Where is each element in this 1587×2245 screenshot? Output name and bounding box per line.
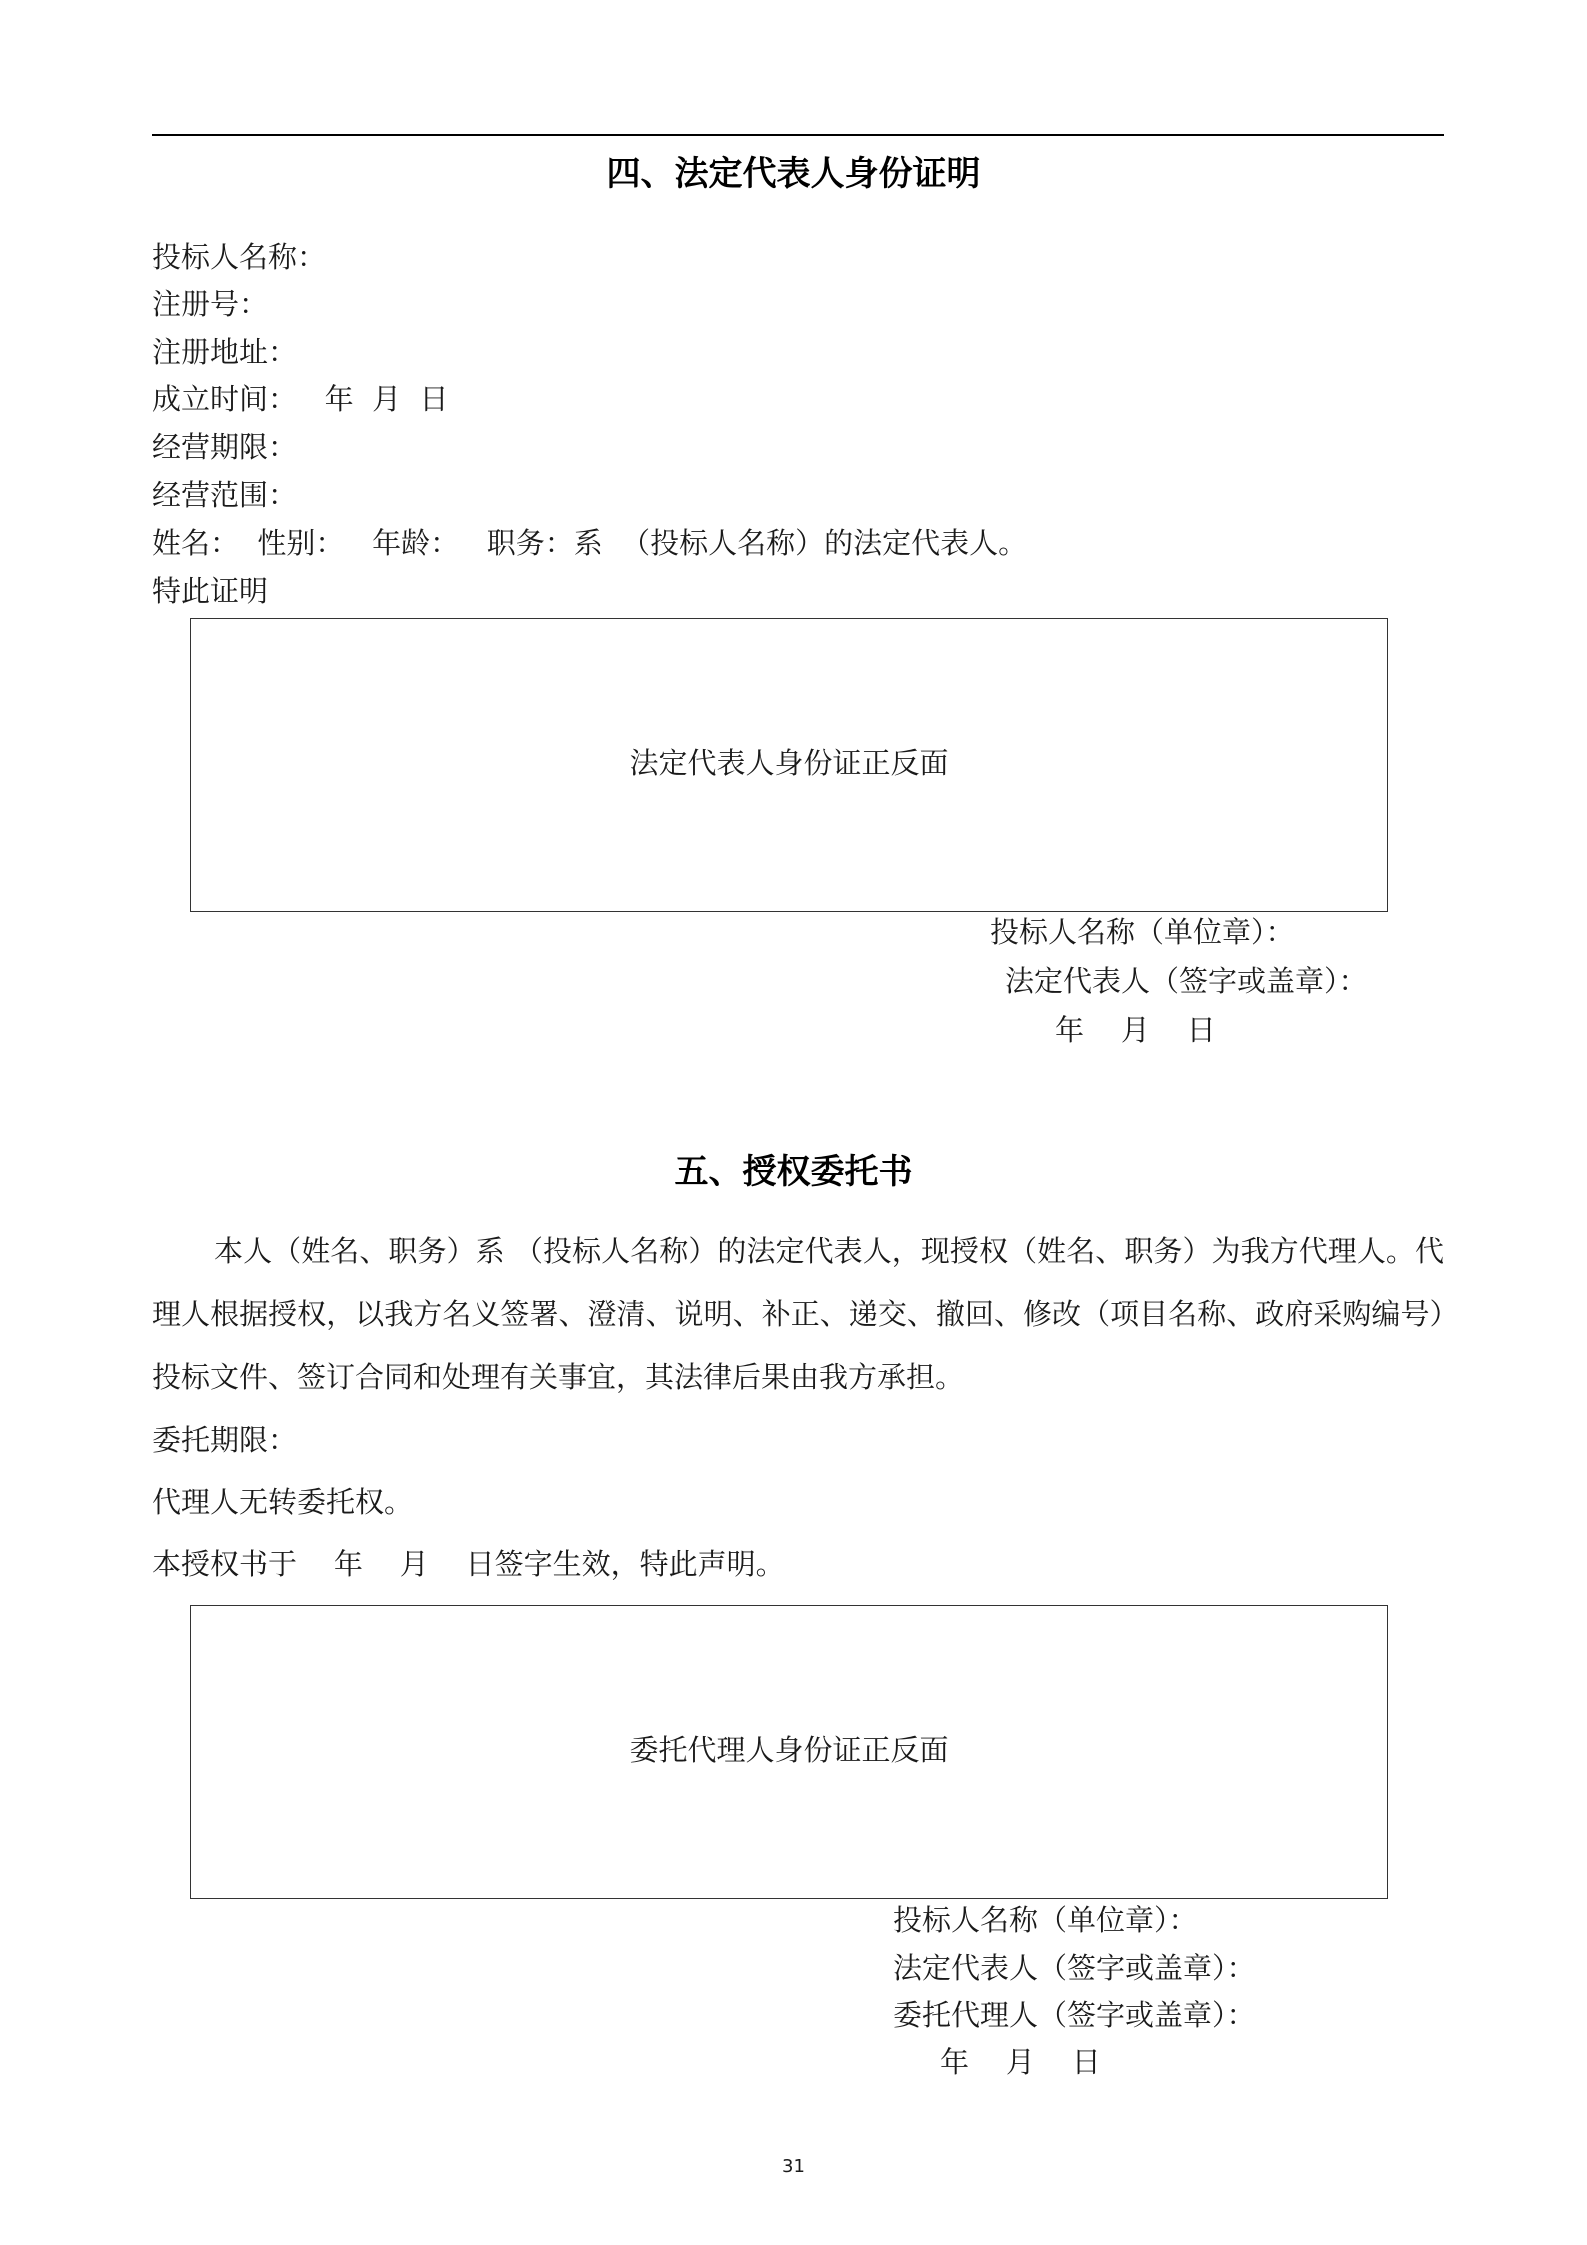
field-certification: 特此证明 bbox=[152, 574, 269, 608]
section5-title: 五、授权委托书 bbox=[674, 1152, 913, 1192]
field-bidder-name: 投标人名称： bbox=[152, 240, 327, 274]
no-transfer-statement: 代理人无转委托权。 bbox=[152, 1485, 414, 1519]
legal-rep-id-box bbox=[190, 618, 1388, 912]
sig-date: 年 月 日 bbox=[1055, 1013, 1216, 1047]
header-rule bbox=[152, 134, 1444, 136]
authorization-term: 委托期限： bbox=[152, 1423, 298, 1457]
sig-legal-rep-2: 法定代表人（签字或盖章）： bbox=[893, 1951, 1256, 1985]
section4-title: 四、法定代表人身份证明 bbox=[606, 154, 981, 194]
field-business-scope: 经营范围： bbox=[152, 478, 298, 512]
authorization-body: 本人（姓名、职务）系 （投标人名称）的法定代表人，现授权（姓名、职务）为我方代理人。代理人根据授权，以我方名义签署、澄清、说明、补正、递交、撤回、修改（项目名称、政府采购编号）投标文件、签订合同和处理有关事宜，其法律后果由我方承担。 bbox=[152, 1234, 1444, 1394]
legal-rep-id-box-label: 法定代表人身份证正反面 bbox=[629, 746, 949, 780]
page-number: 31 bbox=[782, 2156, 805, 2177]
agent-id-box bbox=[190, 1605, 1388, 1899]
field-established-date: 成立时间： 年 月 日 bbox=[152, 382, 449, 416]
effective-date-statement: 本授权书于 年 月 日签字生效，特此声明。 bbox=[152, 1547, 785, 1581]
agent-id-box-label: 委托代理人身份证正反面 bbox=[629, 1733, 949, 1767]
sig-agent: 委托代理人（签字或盖章）： bbox=[893, 1998, 1256, 2032]
sig-legal-rep: 法定代表人（签字或盖章）： bbox=[1005, 964, 1368, 998]
field-legal-rep-info: 姓名： 性别： 年龄： 职务：系 （投标人名称）的法定代表人。 bbox=[152, 526, 1028, 560]
field-registration-number: 注册号： bbox=[152, 287, 269, 321]
sig-bidder-seal: 投标人名称（单位章）： bbox=[990, 915, 1295, 949]
field-registered-address: 注册地址： bbox=[152, 335, 298, 369]
sig-date-2: 年 月 日 bbox=[940, 2045, 1101, 2079]
field-business-term: 经营期限： bbox=[152, 430, 298, 464]
sig-bidder-seal-2: 投标人名称（单位章）： bbox=[893, 1903, 1198, 1937]
